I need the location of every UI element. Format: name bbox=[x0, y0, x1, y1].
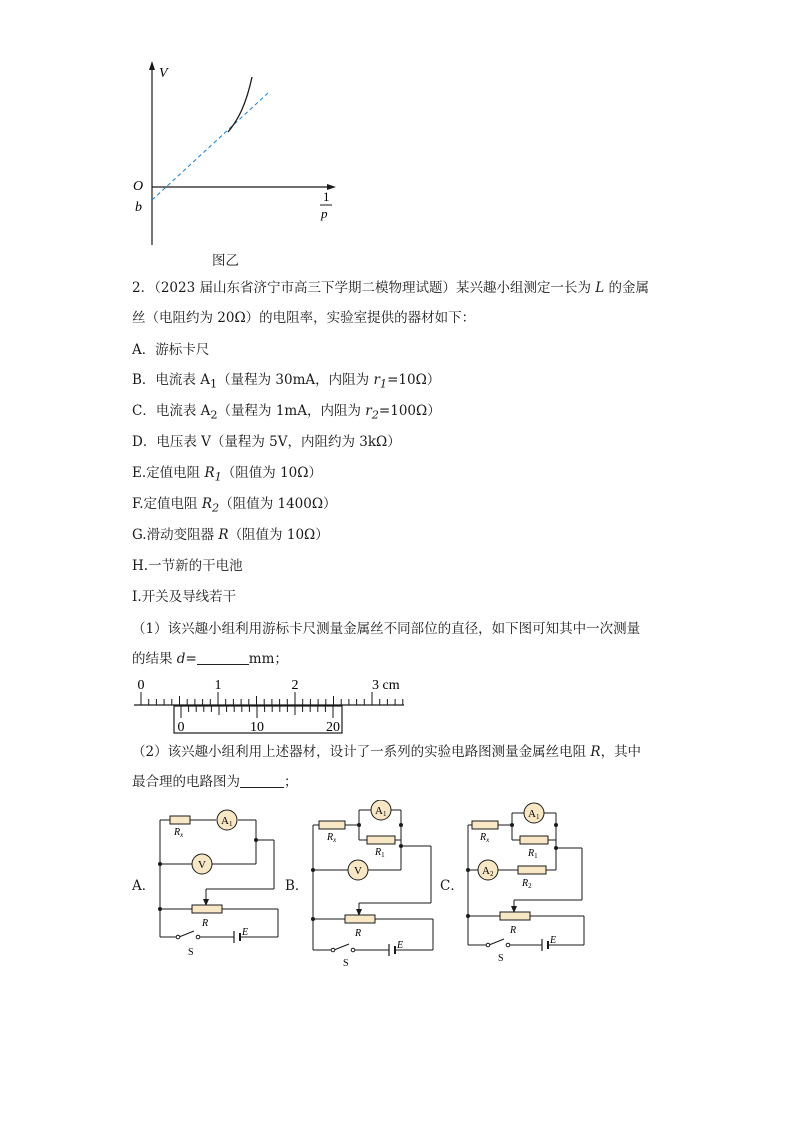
svg-text:E: E bbox=[550, 935, 557, 946]
svg-text:R: R bbox=[510, 925, 517, 936]
svg-text:R2: $R_2$ bbox=[522, 878, 532, 890]
vernier-label-10: 10 bbox=[250, 720, 264, 735]
v-vs-inverse-p-graph bbox=[120, 55, 350, 275]
svg-text:S: S bbox=[188, 947, 194, 958]
svg-text:R: R bbox=[202, 918, 209, 929]
option-c-label: C． bbox=[440, 878, 464, 894]
question-line-2: 丝（电阻约为 20Ω）的电阻率，实验室提供的器材如下： bbox=[132, 310, 476, 326]
item-h: H.一节新的干电池 bbox=[132, 558, 243, 574]
vernier-scale bbox=[181, 706, 333, 718]
svg-text:A1: A1 bbox=[375, 805, 387, 818]
rheostat bbox=[192, 905, 222, 913]
x-axis-numerator: 1 bbox=[323, 189, 330, 204]
svg-text:R: R bbox=[355, 928, 362, 939]
svg-text:A2: A2 bbox=[482, 865, 494, 878]
part1-line-1: （1）该兴趣小组利用游标卡尺测量金属丝不同部位的直径，如下图可知其中一次测量 bbox=[132, 621, 641, 637]
origin-label: O bbox=[133, 179, 144, 194]
measured-curve bbox=[228, 77, 252, 132]
rheostat bbox=[345, 915, 375, 923]
r2-resistor bbox=[518, 866, 546, 874]
svg-text:A1: A1 bbox=[528, 808, 540, 821]
svg-text:R1: $R_1$ bbox=[375, 847, 385, 859]
item-a: A．游标卡尺 bbox=[132, 342, 210, 358]
main-scale bbox=[134, 692, 404, 705]
part2-line-2: 最合理的电路图为 ； bbox=[132, 774, 298, 790]
r1-resistor bbox=[367, 836, 395, 844]
main-label-0: 0 bbox=[137, 678, 145, 693]
option-a-label: A． bbox=[132, 878, 156, 894]
svg-text:Rx: $R_x$ bbox=[174, 827, 184, 839]
vernier-label-0: 0 bbox=[177, 720, 185, 735]
graph-caption: 图乙 bbox=[212, 253, 239, 269]
item-d: D．电压表 V（量程为 5V，内阻约为 3kΩ） bbox=[132, 434, 401, 450]
circuit-b bbox=[303, 800, 443, 970]
svg-text:S: S bbox=[343, 958, 349, 969]
part1-line-2: 的结果 d= mm； bbox=[132, 651, 288, 667]
option-b-label: B． bbox=[285, 878, 309, 894]
answer-blank-circuit[interactable] bbox=[240, 774, 284, 788]
svg-text:S: S bbox=[498, 953, 504, 964]
answer-blank-d[interactable] bbox=[197, 651, 249, 665]
svg-text:V: V bbox=[354, 865, 362, 877]
rx-resistor bbox=[170, 816, 190, 824]
main-label-2: 2 bbox=[291, 678, 299, 693]
x-axis-denominator: p bbox=[321, 206, 328, 221]
svg-text:A1: A1 bbox=[221, 815, 233, 828]
svg-text:E: E bbox=[397, 940, 404, 951]
svg-text:E: E bbox=[242, 927, 249, 938]
circuit-c bbox=[458, 800, 598, 970]
rheostat bbox=[500, 912, 530, 920]
rx-resistor bbox=[319, 821, 345, 829]
main-label-1: 1 bbox=[214, 678, 222, 693]
y-axis-label: V bbox=[159, 66, 168, 81]
intercept-label: b bbox=[135, 200, 142, 215]
item-f: F.定值电阻 $R_2$（阻值为 1400Ω） bbox=[132, 496, 337, 515]
part2-line-1: （2）该兴趣小组利用上述器材，设计了一系列的实验电路图测量金属丝电阻 R，其中 bbox=[132, 744, 642, 760]
question-line-1: 2．（2023 届山东省济宁市高三下学期二模物理试题）某兴趣小组测定一长为 L 的金属 bbox=[132, 280, 650, 296]
r1-resistor bbox=[520, 836, 548, 844]
main-label-3: 3 cm bbox=[372, 678, 400, 693]
item-g: G.滑动变阻器 R（阻值为 10Ω） bbox=[132, 527, 329, 543]
svg-text:Rx: $R_x$ bbox=[327, 832, 337, 844]
item-e: E.定值电阻 $R_1$（阻值为 10Ω） bbox=[132, 465, 322, 484]
item-b: B．电流表 $A_1$（量程为 30mA，内阻为 $r_1=10\Omega$） bbox=[132, 372, 441, 391]
svg-text:V: V bbox=[198, 859, 206, 871]
main-scale-labels bbox=[138, 678, 400, 693]
rx-resistor bbox=[472, 821, 498, 829]
fitted-dashed-line bbox=[152, 93, 268, 200]
circuit-a bbox=[150, 805, 290, 965]
vernier-caliper bbox=[128, 672, 413, 737]
item-c: C．电流表 $A_2$（量程为 1mA，内阻为 $r_2=100\Omega$） bbox=[132, 403, 441, 422]
item-i: I.开关及导线若干 bbox=[132, 589, 237, 605]
y-axis-arrow bbox=[149, 61, 155, 70]
svg-text:R1: $R_1$ bbox=[528, 848, 538, 860]
svg-text:Rx: $R_x$ bbox=[480, 832, 490, 844]
vernier-label-20: 20 bbox=[326, 720, 340, 735]
